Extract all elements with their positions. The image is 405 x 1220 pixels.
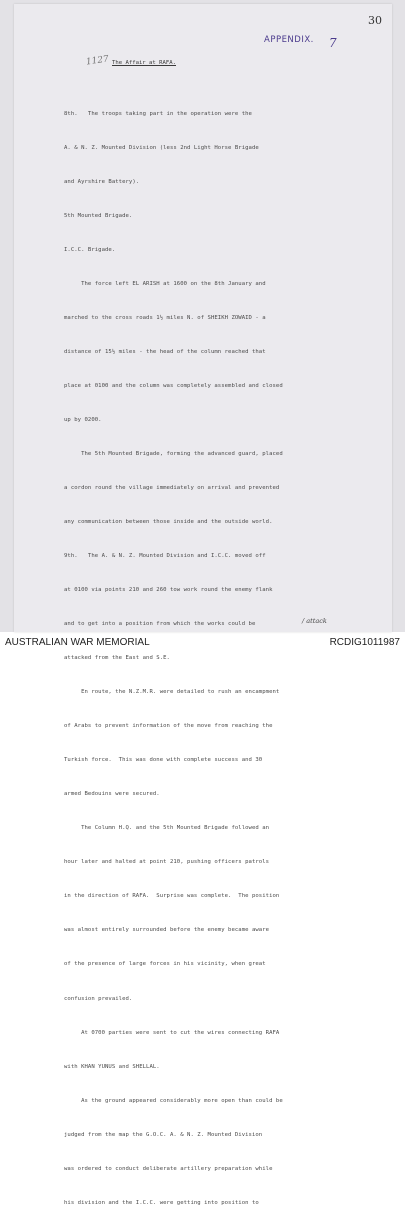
- body-line: As the ground appeared considerably more open than could be: [64, 1097, 283, 1104]
- body-line: armed Bedouins were secured.: [64, 791, 160, 798]
- body-line: At 0700 parties were sent to cut the wires connecting RAFA: [64, 1029, 280, 1036]
- body-line: confusion prevailed.: [64, 995, 133, 1002]
- pencil-annotation: 1127: [85, 54, 110, 68]
- body-line: judged from the map the G.O.C. A. & N. Z. Mounted Division: [64, 1131, 263, 1138]
- folio-number: 30: [368, 14, 382, 27]
- body-line: was almost entirely surrounded before the enemy became aware: [64, 927, 270, 934]
- body-line: was ordered to conduct deliberate artillery preparation while: [64, 1165, 273, 1172]
- body-line: The 5th Mounted Brigade, forming the advanced guard, placed: [64, 451, 283, 457]
- appendix-number: 7: [329, 36, 337, 50]
- body-line: The Column H.Q. and the 5th Mounted Brigade followed an: [64, 825, 270, 832]
- body-line: En route, the N.Z.M.R. were detailed to rush an encampment: [64, 689, 280, 696]
- body-line: his division and the I.C.C. were getting into position to: [64, 1199, 259, 1206]
- body-line: Turkish force. This was done with complete success and 30: [64, 757, 263, 764]
- document-body: [64, 86, 364, 1220]
- body-line: of the presence of large forces in his vicinity, when great: [64, 961, 266, 968]
- body-line: of Arabs to prevent information of the move from reaching the: [64, 723, 273, 730]
- body-line: The force left EL ARISH at 1600 on the 8th January and: [64, 280, 266, 287]
- body-line: any communication between those inside and the outside world.: [64, 519, 273, 526]
- body-line: up by 0200.: [64, 416, 102, 423]
- footer-catalogue-id: RCDIG1011987: [329, 637, 400, 648]
- body-line: distance of 15½ miles - the head of the column reached that: [64, 348, 266, 355]
- body-line: hour later and halted at point 210, pushing officers patrols: [64, 859, 270, 866]
- body-line: 9th. The A. & N. Z. Mounted Division and I.C.C. moved off: [64, 553, 266, 560]
- body-line: with KHAN YUNUS and SHELLAL.: [64, 1063, 160, 1070]
- body-line: 5th Mounted Brigade.: [64, 212, 133, 219]
- body-line: attacked from the East and S.E.: [64, 655, 170, 662]
- body-line: I.C.C. Brigade.: [64, 246, 116, 253]
- appendix-stamp: APPENDIX.: [264, 35, 314, 45]
- body-line: A. & N. Z. Mounted Division (less 2nd Light Horse Brigade: [64, 144, 259, 151]
- body-line: 8th. The troops taking part in the operation were the: [64, 110, 252, 117]
- body-line: marched to the cross roads 1½ miles N. of SHEIKH ZOWAID - a: [64, 314, 266, 321]
- body-line: place at 0100 and the column was completely assembled and closed: [64, 382, 283, 389]
- catchword-note: / attack: [302, 617, 327, 625]
- document-title: The Affair at RAFA.: [112, 60, 176, 66]
- body-line: at 0100 via points 210 and 260 tow work round the enemy flank: [64, 587, 273, 594]
- body-line: and Ayrshire Battery).: [64, 178, 140, 185]
- body-line: in the direction of RAFA. Surprise was complete. The position: [64, 893, 280, 900]
- footer-institution: AUSTRALIAN WAR MEMORIAL: [5, 637, 150, 648]
- body-line: a cordon round the village immediately on arrival and prevented: [64, 485, 280, 492]
- body-line: and to get into a position from which the works could be: [64, 621, 256, 628]
